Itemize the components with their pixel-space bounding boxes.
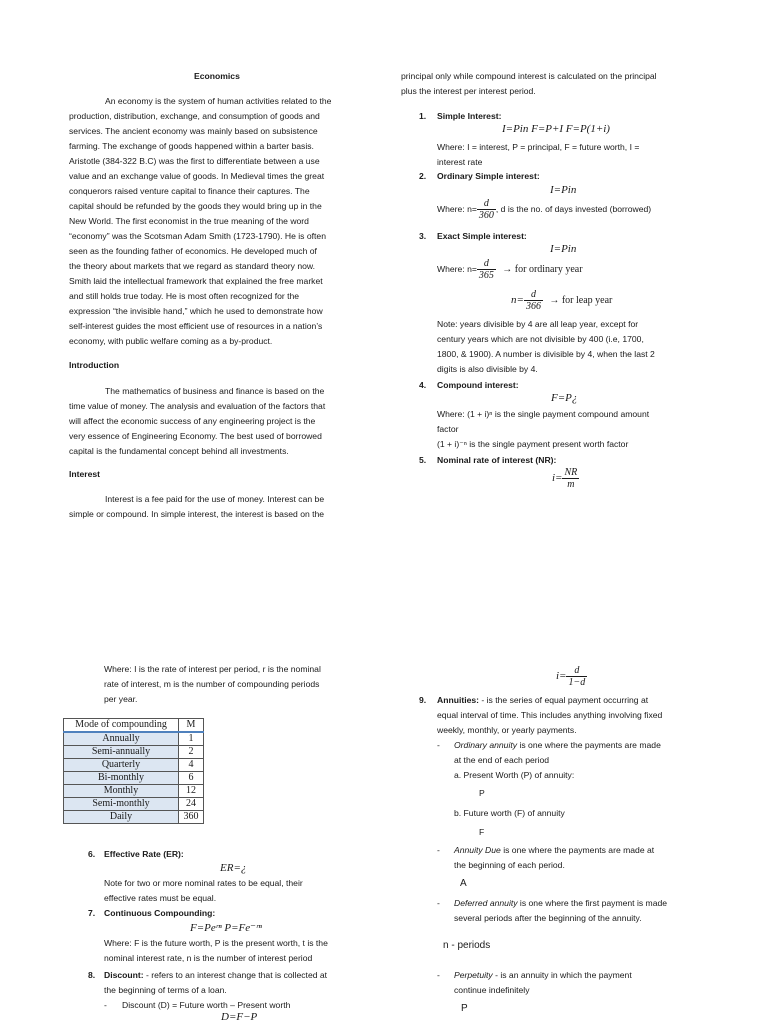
fraction-denominator: 1−d <box>568 677 586 688</box>
fraction-numerator: d <box>477 258 496 270</box>
table-cell: Quarterly <box>64 759 179 772</box>
table-row <box>64 759 204 772</box>
text-line: Smith laid the intellectual framework that explained the free market <box>69 276 323 286</box>
text-line: plus the interest per interest period. <box>401 86 536 96</box>
table-header-row <box>64 719 204 733</box>
list-number: 6. <box>88 849 96 859</box>
compound-interest-heading: Compound interest: <box>437 380 519 390</box>
text-line: seen as the founding father of economics. He developed much of <box>69 246 317 256</box>
effective-rate-note <box>104 876 369 906</box>
annuities-item <box>419 693 709 738</box>
bullet-dash: - <box>104 1000 107 1010</box>
ordinary-simple-where <box>437 198 651 221</box>
text-line: continue indefinitely <box>454 985 530 995</box>
discount-rate-formula <box>556 665 587 688</box>
ordinary-annuity-term: Ordinary annuity <box>454 740 518 750</box>
fraction-numerator: d <box>566 665 587 677</box>
ordinary-annuity-desc: is one where the payments are made <box>517 740 661 750</box>
text-line: conquerors raised venture capital to finance their captures. The <box>69 186 310 196</box>
ordinary-simple-formula: I=Pin <box>550 184 577 196</box>
interest-paragraph <box>69 492 365 522</box>
text-line: the beginning of each period. <box>454 860 565 870</box>
text-line: 1800, & 1900). A number is divisible by 4, when the last 2 <box>437 349 655 359</box>
text-line: and still holds true today. He is most often recognized for the <box>69 291 300 301</box>
text-line: interest rate <box>437 157 483 167</box>
table-cell: Bi-monthly <box>64 772 179 785</box>
text-line: “economy” was the Scotsman Adam Smith (1723-1790). He is often <box>69 231 326 241</box>
table-row <box>64 746 204 759</box>
days-fraction <box>524 289 543 312</box>
deferred-annuity-desc: is one where the first payment is made <box>517 898 668 908</box>
list-number: 4. <box>419 380 427 390</box>
table-cell: Monthly <box>64 785 179 798</box>
future-worth-value: F <box>479 827 485 837</box>
days-fraction <box>477 258 496 281</box>
text-line: weekly, monthly, or yearly payments. <box>437 725 577 735</box>
fraction-numerator: d <box>477 198 496 210</box>
text-line: the beginning of terms of a loan. <box>104 985 227 995</box>
effective-rate-heading: Effective Rate (ER): <box>104 849 184 859</box>
text-line: New World. The first economist in the true meaning of the word <box>69 216 309 226</box>
where-suffix: , d is the no. of days invested (borrowed) <box>495 203 652 214</box>
deferred-annuity-term: Deferred annuity <box>454 898 518 908</box>
text-line: the theory about markets that we regard as standard theory now. <box>69 261 316 271</box>
exact-simple-formula: I=Pin <box>550 243 577 255</box>
simple-interest-heading: Simple Interest: <box>437 111 502 121</box>
list-number: 7. <box>88 908 96 918</box>
text-line: production, distribution, exchange, and consumption of goods and <box>69 111 320 121</box>
table-row <box>64 772 204 785</box>
present-worth-label: a. Present Worth (P) of annuity: <box>454 770 575 780</box>
ordinary-simple-interest-heading: Ordinary Simple interest: <box>437 171 540 181</box>
text-line: century years which are not divisible by 400 (i.e, 1700, <box>437 334 644 344</box>
perpetuity <box>437 968 712 998</box>
text-line: Where: (1 + i)ⁿ is the single payment compound amount <box>437 409 650 419</box>
simple-interest-formula: I=Pin F=P+I F=P(1+i) <box>502 123 610 135</box>
text-line: An economy is the system of human activities related to the <box>105 96 332 106</box>
table-row <box>64 785 204 798</box>
compound-interest-formula: F=P¿ <box>551 392 578 404</box>
where-label: Where: n= <box>437 203 477 214</box>
exact-simple-interest-heading: Exact Simple interest: <box>437 231 527 241</box>
text-line: principal only while compound interest is calculated on the principal <box>401 71 657 81</box>
days-fraction <box>477 198 496 221</box>
table-row <box>64 798 204 811</box>
discount-fraction <box>566 665 587 688</box>
text-line: capital should be refunded by the goods they would bring up in the <box>69 201 322 211</box>
present-worth-value: P <box>479 788 485 798</box>
text-line: The mathematics of business and finance is based on the <box>105 386 325 396</box>
text-line: Where: I is the rate of interest per period, r is the nominal <box>104 664 321 674</box>
continuous-compounding-heading: Continuous Compounding: <box>104 908 216 918</box>
table-cell: 360 <box>179 811 204 824</box>
future-worth-label: b. Future worth (F) of annuity <box>454 808 565 818</box>
fraction-denominator: 366 <box>525 301 541 312</box>
table-cell: 2 <box>179 746 204 759</box>
perpetuity-desc: - is an annuity in which the payment <box>492 970 632 980</box>
annuities-heading: Annuities: <box>437 695 480 705</box>
annuity-due <box>437 843 712 873</box>
fraction-denominator: 360 <box>478 210 494 221</box>
table-cell: 1 <box>179 732 204 746</box>
text-line: value and an exchange value of goods. In Medieval times the great <box>69 171 325 181</box>
text-line: simple or compound. In simple interest, the interest is based on the <box>69 509 325 519</box>
bullet-dash: - <box>437 898 440 908</box>
interest-heading: Interest <box>69 469 101 479</box>
text-line: Where: F is the future worth, P is the present worth, t is the <box>104 938 328 948</box>
table-cell: Semi-annually <box>64 746 179 759</box>
text-line: (1 + i)⁻ⁿ is the single payment present worth factor <box>437 439 629 449</box>
text-line: digits is also divisible by 4. <box>437 364 538 374</box>
compound-interest-where <box>437 407 707 452</box>
list-number: 9. <box>419 695 427 705</box>
text-line: time value of money. The analysis and evaluation of the factors that <box>69 401 326 411</box>
perpetuity-value: P <box>461 1003 468 1014</box>
bullet-dash: - <box>437 845 440 855</box>
table-row <box>64 732 204 746</box>
leap-year-formula <box>511 289 612 312</box>
ordinary-year-label: → for ordinary year <box>502 263 583 275</box>
nominal-fraction <box>562 467 579 490</box>
annuity-due-term: Annuity Due <box>454 845 501 855</box>
text-line: capital is the fundamental concept behind all investments. <box>69 446 289 456</box>
nominal-rate-where <box>104 662 369 707</box>
text-line: Aristotle (384-322 B.C) was the first to differentiate between a use <box>69 156 320 166</box>
continuous-compounding-where <box>104 936 372 966</box>
annuity-due-desc: is one where the payments are made at <box>500 845 655 855</box>
fraction-denominator: 365 <box>478 270 494 281</box>
text-line: farming. The exchange of goods happened within a barter basis. <box>69 141 314 151</box>
where-label: Where: n= <box>437 263 477 274</box>
text-line: Interest is a fee paid for the use of money. Interest can be <box>105 494 325 504</box>
fraction-numerator: NR <box>564 467 578 478</box>
deferred-annuity <box>437 896 712 926</box>
bullet-dash: - <box>437 970 440 980</box>
text-line: Where: I = interest, P = principal, F = future worth, I = <box>437 142 640 152</box>
text-line: self-interest guides the most efficient use of resources in a nation’s <box>69 321 323 331</box>
introduction-heading: Introduction <box>69 360 120 370</box>
exact-simple-where <box>437 258 583 281</box>
table-cell: 12 <box>179 785 204 798</box>
text-line: nominal interest rate, n is the number of interest period <box>104 953 313 963</box>
table-header: Mode of compounding <box>64 719 179 733</box>
table-cell: Annually <box>64 732 179 746</box>
discount-heading: Discount: <box>104 970 144 980</box>
table-header: M <box>179 719 204 733</box>
text-line: rate of interest, m is the number of compounding periods <box>104 679 320 689</box>
discount-description: - refers to an interest change that is collected at <box>143 970 328 980</box>
list-number: 1. <box>419 111 427 121</box>
text-line: economy, with public welfare coming as a by-product. <box>69 336 273 346</box>
intro-paragraph <box>69 94 365 349</box>
list-number: 5. <box>419 455 427 465</box>
nominal-rate-heading: Nominal rate of interest (NR): <box>437 455 557 465</box>
perpetuity-term: Perpetuity <box>454 970 493 980</box>
text-line: expression “the invisible hand,” which he used to demonstrate how <box>69 306 323 316</box>
leap-year-note <box>437 317 707 377</box>
text-line: factor <box>437 424 459 434</box>
annuities-description: - is the series of equal payment occurring at <box>479 695 649 705</box>
text-line: per year. <box>104 694 138 704</box>
table-row <box>64 811 204 824</box>
table-cell: Semi-monthly <box>64 798 179 811</box>
text-line: very essence of Engineering Economy. The best used of borrowed <box>69 431 322 441</box>
introduction-paragraph <box>69 384 365 459</box>
i-label: i= <box>552 471 563 484</box>
n-label: n= <box>511 293 524 306</box>
text-line: Note: years divisible by 4 are all leap year, except for <box>437 319 639 329</box>
bullet-dash: - <box>437 740 440 750</box>
fraction-denominator: m <box>567 479 575 490</box>
list-number: 2. <box>419 171 427 181</box>
n-periods-label: n - periods <box>443 940 491 951</box>
text-line: effective rates must be equal. <box>104 893 217 903</box>
continued-paragraph <box>401 69 701 99</box>
discount-formula: D=F−P <box>221 1011 258 1023</box>
text-line: several periods after the beginning of the annuity. <box>454 913 642 923</box>
nominal-rate-formula <box>552 467 579 490</box>
simple-interest-where <box>437 140 707 170</box>
compounding-table <box>63 718 204 824</box>
table-cell: Daily <box>64 811 179 824</box>
leap-year-label: → for leap year <box>549 294 613 306</box>
document-title: Economics <box>194 71 240 81</box>
discount-bullet: Discount (D) = Future worth – Present worth <box>122 1000 291 1010</box>
fraction-numerator: d <box>524 289 543 301</box>
table-cell: 4 <box>179 759 204 772</box>
annuity-due-value: A <box>460 878 467 889</box>
text-line: will affect the economic success of any engineering project is the <box>69 416 316 426</box>
continuous-compounding-formula: F=Peʳⁿ P=Fe⁻ʳⁿ <box>190 922 262 934</box>
list-number: 3. <box>419 231 427 241</box>
i-label: i= <box>556 669 567 682</box>
text-line: equal interval of time. This includes anything involving fixed <box>437 710 663 720</box>
ordinary-annuity <box>437 738 712 783</box>
table-cell: 24 <box>179 798 204 811</box>
text-line: Note for two or more nominal rates to be equal, their <box>104 878 303 888</box>
table-cell: 6 <box>179 772 204 785</box>
text-line: at the end of each period <box>454 755 550 765</box>
text-line: services. The ancient economy was mainly based on subsistence <box>69 126 318 136</box>
list-number: 8. <box>88 970 96 980</box>
discount-item <box>88 968 373 1013</box>
effective-rate-formula: ER=¿ <box>220 862 247 874</box>
